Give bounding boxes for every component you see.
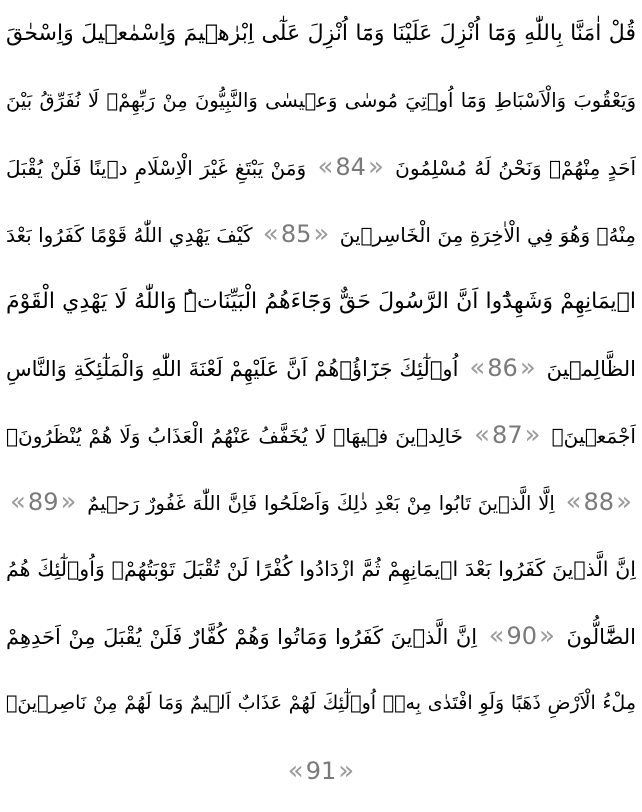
verse-ornament-left: « bbox=[287, 756, 304, 786]
verse-number: 84 bbox=[335, 153, 366, 181]
verse-number: 90 bbox=[506, 622, 538, 650]
verse-text: اَحَدٍ مِنْهُمْۘ وَنَحْنُ لَهُ مُسْلِمُونَ bbox=[395, 156, 636, 180]
verse-text: اِنَّ الَّذ۪ينَ كَفَرُوا وَمَاتُوا وَهُمْ كُفَّارٌ فَلَنْ يُقْبَلَ مِنْ اَحَدِهِمْ bbox=[6, 625, 478, 649]
text-line bbox=[6, 536, 636, 603]
verse-text: ا۪يمَانِهِمْ وَشَهِدُٓوا اَنَّ الرَّسُولَ حَقٌّ وَجَٓاءَهُمُ الْبَيِّنَاتُۜ وَاللّٰهُ لَا يَهْدِي الْقَوْمَ bbox=[6, 289, 636, 314]
verse-number: 91 bbox=[305, 757, 337, 785]
verse-number-marker bbox=[474, 402, 540, 469]
text-line bbox=[6, 469, 636, 536]
verse-text: الظَّالِم۪ينَ bbox=[546, 357, 636, 381]
verse-ornament-right: » bbox=[338, 756, 355, 786]
text-line bbox=[6, 134, 636, 201]
text-line bbox=[6, 335, 636, 402]
verse-ornament-right: » bbox=[519, 353, 536, 383]
verse-text: اُو۬لٰٓئِكَ جَزَٓاؤُ۬هُمْ اَنَّ عَلَيْهِمْ لَعْنَةَ اللّٰهِ وَالْمَلٰٓئِكَةِ وَالنَّاسِ bbox=[6, 357, 459, 381]
verse-text: مِنْهُۚ وَهُوَ فِي الْاٰخِرَةِ مِنَ الْخَاسِر۪ينَ bbox=[339, 223, 636, 247]
verse-number: 89 bbox=[27, 488, 59, 516]
verse-ornament-left: « bbox=[474, 420, 491, 450]
verse-number: 85 bbox=[280, 220, 312, 248]
verse-ornament-right: » bbox=[60, 487, 77, 517]
verse-text: اِلَّا الَّذ۪ينَ تَابُوا مِنْ بَعْدِ ذٰلِكَ وَاَصْلَحُوا فَاِنَّ اللّٰهَ غَفُورٌ رَح۪يمٌ bbox=[87, 492, 555, 515]
text-line bbox=[6, 0, 636, 67]
text-line bbox=[6, 201, 636, 268]
verse-ornament-right: » bbox=[524, 420, 541, 450]
verse-text: اِنَّ الَّذ۪ينَ كَفَرُوا بَعْدَ ا۪يمَانِهِمْ ثُمَّ ازْدَادُوا كُفْرًا لَنْ تُقْبَلَ تَوْبَتُهُمْۚ وَاُو۬لٰٓئِكَ هُمُ bbox=[6, 557, 636, 581]
verse-ornament-left: « bbox=[317, 152, 334, 182]
verse-ornament-right: » bbox=[367, 152, 384, 182]
verse-text: وَمَنْ يَبْتَغِ غَيْرَ الْاِسْلَامِ د۪ينًا فَلَنْ يُقْبَلَ bbox=[6, 156, 307, 180]
verse-ornament-left: « bbox=[565, 487, 582, 517]
verse-number-marker bbox=[263, 201, 329, 268]
text-line bbox=[6, 603, 636, 670]
verse-ornament-left: « bbox=[469, 353, 486, 383]
verse-number: 87 bbox=[492, 421, 523, 449]
verse-number-marker bbox=[566, 469, 632, 536]
verse-number-marker bbox=[317, 134, 383, 201]
text-line bbox=[6, 402, 636, 469]
verse-text: اَجْمَع۪ينَۙ bbox=[551, 424, 636, 448]
verse-text: وَيَعْقُوبَ وَالْاَسْبَاطِ وَمَٓا اُو۫تِيَ مُوسٰى وَع۪يسٰى وَالنَّبِيُّونَ مِنْ رَبِّهِمْۖ لَا نُفَرِّقُ بَيْنَ bbox=[6, 89, 636, 112]
verse-text: قُلْ اٰمَنَّا بِاللّٰهِ وَمَٓا اُنْزِلَ عَلَيْنَا وَمَٓا اُنْزِلَ عَلٰٓى اِبْرٰه۪يمَ وَاِسْمٰع۪يلَ وَاِسْحٰقَ bbox=[6, 21, 636, 46]
verse-number: 86 bbox=[487, 354, 518, 382]
quran-text-block bbox=[6, 0, 636, 804]
verse-number-marker bbox=[469, 335, 535, 402]
verse-ornament-right: » bbox=[539, 621, 555, 651]
verse-ornament-left: « bbox=[488, 621, 505, 651]
verse-text: الضَّٓالُّونَ bbox=[566, 625, 636, 649]
text-line bbox=[6, 268, 636, 335]
verse-number-marker bbox=[10, 469, 76, 536]
verse-number-marker bbox=[288, 738, 354, 804]
verse-text: خَالِد۪ينَ ف۪يهَاۚ لَا يُخَفَّفُ عَنْهُمُ الْعَذَابُ وَلَا هُمْ يُنْظَرُونَۙ bbox=[6, 424, 464, 448]
verse-ornament-right: » bbox=[313, 219, 330, 249]
verse-ornament-right: » bbox=[616, 487, 632, 517]
verse-text: كَيْفَ يَهْدِي اللّٰهُ قَوْمًا كَفَرُوا بَعْدَ bbox=[6, 223, 253, 247]
verse-number: 88 bbox=[583, 488, 615, 516]
verse-ornament-left: « bbox=[10, 487, 26, 517]
text-line bbox=[6, 737, 636, 804]
verse-ornament-left: « bbox=[262, 219, 279, 249]
text-line bbox=[6, 67, 636, 134]
verse-text: مِلْءُ الْاَرْضِ ذَهَبًا وَلَوِ افْتَدٰى بِه۪ۜ اُو۬لٰٓئِكَ لَهُمْ عَذَابٌ اَل۪يمٌ وَمَا لَهُمْ مِنْ نَاصِر۪ينَ۟ bbox=[6, 692, 636, 714]
verse-number-marker bbox=[489, 603, 555, 670]
text-line bbox=[6, 670, 636, 737]
